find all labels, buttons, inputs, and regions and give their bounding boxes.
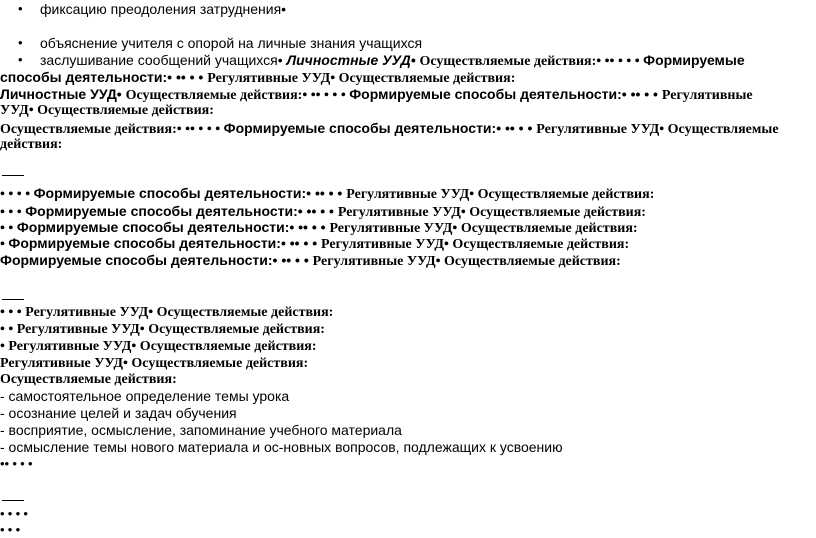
text-run: Осуществляемые действия:• •• • • • bbox=[125, 88, 350, 103]
text-run: Регулятивные УУД• Осуществляемые действия: bbox=[312, 254, 621, 269]
text-run: Осуществляемые действия:• •• • • • bbox=[419, 54, 644, 69]
text-run: Формируемые способы деятельности:• •• • • bbox=[8, 235, 322, 251]
text-run: способы деятельности:• •• • • bbox=[0, 69, 208, 85]
text-run: • • • bbox=[0, 205, 26, 220]
text-line: • • Регулятивные УУД• Осуществляемые действия: bbox=[0, 322, 325, 337]
list-item: фиксацию преодоления затруднения• bbox=[40, 1, 287, 17]
text-run: Регулятивные УУД• Осуществляемые действия: bbox=[346, 187, 655, 202]
text-run: Регулятивные УУД• Осуществляемые bbox=[536, 122, 779, 137]
text-run: Регулятивные УУД• Осуществляемые действия: bbox=[207, 71, 516, 86]
text-line bbox=[0, 120, 779, 138]
text-run: Осуществляемые действия:• •• • • • bbox=[0, 122, 224, 137]
list-item: - самостоятельное определение темы урока bbox=[0, 388, 290, 404]
text-line bbox=[0, 252, 621, 270]
text-line: • Регулятивные УУД• Осуществляемые действия: bbox=[0, 339, 317, 354]
text-run: Регулятивные УУД• Осуществляемые действия: bbox=[337, 205, 646, 220]
text-line: действия: bbox=[0, 137, 63, 152]
section-divider bbox=[2, 299, 24, 300]
text-run: Формируемые способы деятельности:• •• • • bbox=[25, 203, 338, 219]
list-item: - восприятие, осмысление, запоминание учебного материала bbox=[0, 422, 402, 438]
text-run: Регулятивные УУД• Осуществляемые действия: bbox=[329, 221, 638, 236]
text-run: • • • • bbox=[0, 187, 34, 202]
list-item: объяснение учителя с опорой на личные знания учащихся bbox=[40, 35, 423, 51]
text-line: Регулятивные УУД• Осуществляемые действия: bbox=[0, 356, 309, 371]
text-line bbox=[0, 86, 753, 104]
text-run: Формируемые способы деятельности:• •• • • bbox=[223, 120, 537, 136]
text-line: УУД• Осуществляемые действия: bbox=[0, 103, 214, 118]
text-run: Личностные УУД• bbox=[0, 86, 126, 102]
text-run: Формируемые способы деятельности:• •• • • bbox=[16, 219, 330, 235]
list-item: - осмысление темы нового материала и ос-новных вопросов, подлежащих к усвоению bbox=[0, 439, 563, 455]
list-bullet: • bbox=[18, 52, 23, 67]
text-line: • • • • bbox=[0, 506, 28, 521]
text-run: • • bbox=[0, 221, 17, 236]
text-line: Осуществляемые действия: bbox=[0, 372, 177, 387]
text-run: Личностные УУД• bbox=[286, 52, 420, 68]
text-run: Формируемые способы деятельности:• •• • • bbox=[349, 86, 662, 102]
list-item: - осознание целей и задач обучения bbox=[0, 405, 237, 421]
text-run: Формируемые способы деятельности:• •• • • bbox=[0, 252, 313, 268]
list-bullet: • bbox=[18, 35, 23, 50]
section-divider bbox=[2, 500, 24, 501]
list-bullet: • bbox=[18, 1, 23, 16]
list-item bbox=[40, 52, 745, 70]
text-run: Регулятивные УУД• Осуществляемые действия: bbox=[321, 237, 630, 252]
section-divider bbox=[2, 175, 24, 176]
text-run: Формируемые способы деятельности:• •• • • bbox=[33, 185, 347, 201]
text-line bbox=[0, 69, 515, 87]
text-run: заслушивание сообщений учащихся• bbox=[40, 52, 287, 68]
text-line: • • • bbox=[0, 522, 21, 537]
text-run: Регулятивные bbox=[661, 88, 753, 103]
text-line bbox=[0, 235, 629, 253]
text-line bbox=[0, 185, 654, 203]
text-run: Формируемые bbox=[643, 52, 745, 68]
text-line: • • • Регулятивные УУД• Осуществляемые действия: bbox=[0, 305, 334, 320]
text-run: • bbox=[0, 237, 9, 252]
text-line: •• • • • bbox=[0, 456, 33, 471]
